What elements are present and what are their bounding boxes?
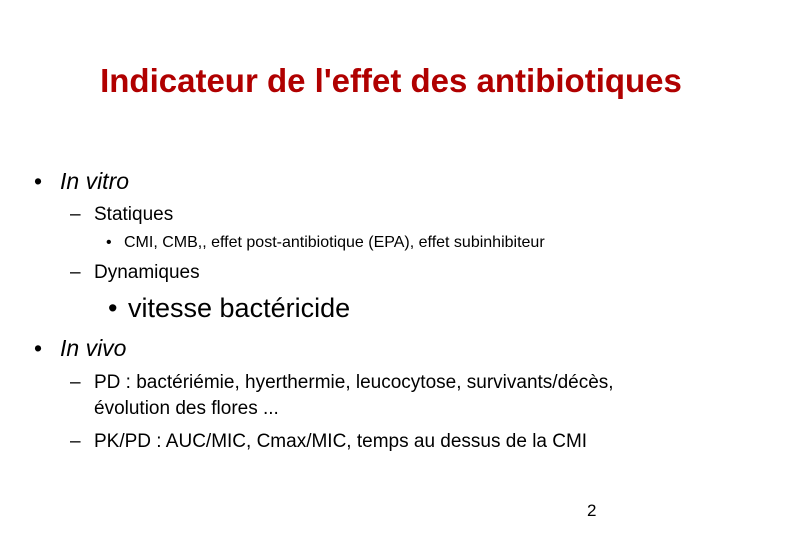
item-pd-continued: évolution des flores ... [94, 398, 279, 419]
item-vitesse-bactericide: vitesse bactéricide [128, 293, 351, 323]
dash-icon: – [70, 204, 81, 225]
bullet-icon: • [34, 335, 43, 361]
item-statiques: Statiques [94, 204, 174, 225]
item-in-vitro: In vitro [60, 168, 130, 194]
dash-icon: – [70, 372, 81, 393]
item-in-vivo: In vivo [60, 335, 127, 361]
bullet-icon: • [34, 168, 43, 194]
slide-title: Indicateur de l'effet des antibiotiques [100, 62, 682, 99]
dash-icon: – [70, 431, 81, 452]
page-number: 2 [587, 501, 597, 520]
item-dynamiques: Dynamiques [94, 262, 200, 283]
bullet-icon: • [106, 234, 112, 251]
item-pd: PD : bactériémie, hyerthermie, leucocytose, survivants/décès, [94, 372, 614, 393]
dash-icon: – [70, 262, 81, 283]
bullet-icon: • [108, 293, 118, 323]
item-statiques-detail: CMI, CMB,, effet post-antibiotique (EPA), effet subinhibiteur [124, 234, 545, 251]
item-pk-pd: PK/PD : AUC/MIC, Cmax/MIC, temps au dessus de la CMI [94, 431, 588, 452]
